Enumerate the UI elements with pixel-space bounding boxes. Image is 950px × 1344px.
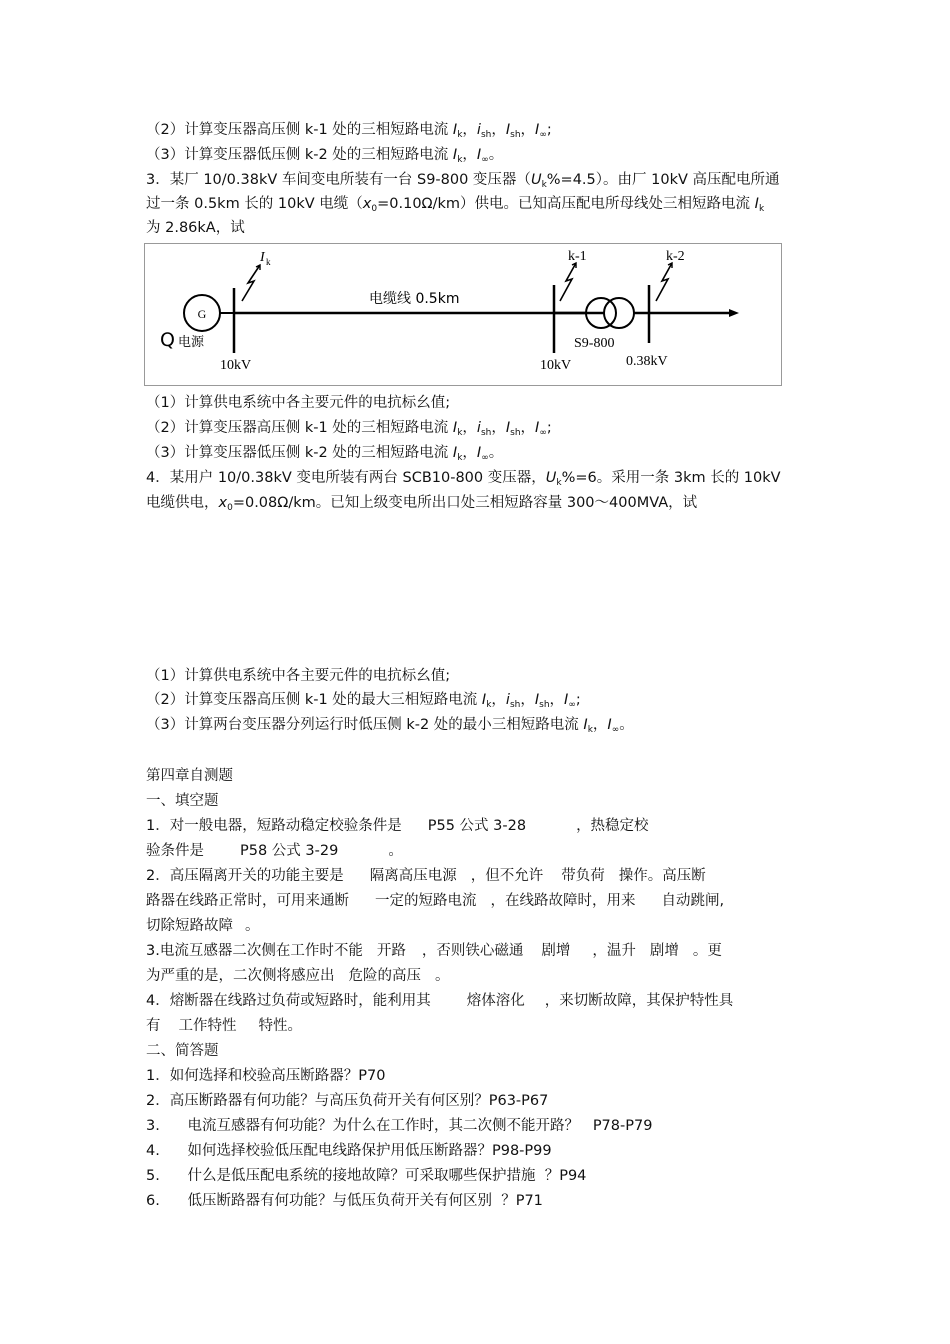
voltage-038kv: 0.38kV (626, 354, 668, 369)
short-answer-4: 4. 如何选择校验低压配电线路保护用低压断路器？P98-P99 (146, 1143, 552, 1159)
fill-4-line-1: 4．熔断器在线路过负荷或短路时，能利用其 熔体溶化 ，来切断故障，其保护特性具 (146, 993, 734, 1009)
fill-1-line-1: 1．对一般电器，短路动稳定校验条件是 P55 公式 3-28 ，热稳定校 (146, 818, 649, 834)
q-label: Q (160, 329, 175, 351)
ik-sub: k (266, 257, 271, 267)
p3-line-2: 过一条 0.5km 长的 10kV 电缆$(x_0=0.10\Omega/km)$供电。已知高压配电所母线处三相短路电流 $I_k$ (146, 196, 765, 214)
transformer-label: S9-800 (574, 336, 615, 351)
p3b-question-1: （1）计算供电系统中各主要元件的电抗标幺值; (146, 395, 451, 411)
fill-2-line-1: 2．高压隔离开关的功能主要是 隔离高压电源 ，但不允许 带负荷 操作。高压断 (146, 868, 706, 884)
k1-label: k-1 (568, 249, 587, 264)
voltage-10kv-left: 10kV (220, 358, 252, 373)
p4-title: 4．某用户 10/0.38kV 变电所装有两台 SCB10-800 变压器，$U_k\%=6$。采用一条 3km 长的 10kV (146, 470, 781, 488)
section-short-answer: 二、简答题 (146, 1043, 219, 1059)
p4-question-3: （3）计算两台变压器分列运行时低压侧 k-2 处的最小三相短路电流 $I_k$，$I_\infty$。 (146, 717, 634, 735)
p3b-question-2: （2）计算变压器高压侧 k-1 处的三相短路电流 $I_k$，$i_{sh}$，$I_{sh}$，$I_\infty$; (146, 420, 552, 438)
p3-line-3: 为 2.86kA，试 (146, 220, 245, 236)
p4-question-1: （1）计算供电系统中各主要元件的电抗标幺值; (146, 668, 451, 684)
voltage-10kv-right: 10kV (540, 358, 572, 373)
p3-question-3: （3）计算变压器低压侧 k-2 处的三相短路电流 $I_k$，$I_\infty$。 (146, 147, 504, 165)
fill-2-line-3: 切除短路故障 。 (146, 918, 260, 934)
cable-label: 电缆线 0.5km (369, 291, 460, 307)
p3-title: 3．某厂 10/0.38kV 车间变电所装有一台 S9-800 变压器$(U_k\%=4.5)$。由厂 10kV 高压配电所通 (146, 172, 780, 190)
short-answer-1: 1．如何选择和校验高压断路器？P70 (146, 1068, 386, 1084)
short-answer-6: 6. 低压断路器有何功能？与低压负荷开关有何区别 ？P71 (146, 1193, 543, 1209)
source-label: 电源 (178, 335, 205, 350)
section-fill-blank: 一、填空题 (146, 793, 219, 809)
fill-2-line-2: 路器在线路正常时，可用来通断 一定的短路电流 ，在线路故障时，用来 自动跳闸, (146, 893, 725, 909)
short-answer-2: 2．高压断路器有何功能？与高压负荷开关有何区别？P63-P67 (146, 1093, 549, 1109)
fill-4-line-2: 有 工作特性 特性。 (146, 1018, 302, 1034)
fill-3-line-1: 3.电流互感器二次侧在工作时不能 开路 ，否则铁心磁通 剧增 ，温升 剧增 。更 (146, 943, 722, 959)
k2-label: k-2 (666, 249, 685, 264)
p4-line-2: 电缆供电，$x_0=0.08\Omega/km$。已知上级变电所出口处三相短路容量 300～400MVA，试 (146, 495, 698, 513)
generator-label: G (197, 307, 207, 321)
short-answer-5: 5. 什么是低压配电系统的接地故障？可采取哪些保护措施 ？P94 (146, 1168, 587, 1184)
chapter-title: 第四章自测题 (146, 768, 233, 784)
fill-1-line-2: 验条件是 P58 公式 3-29 。 (146, 843, 403, 859)
fill-3-line-2: 为严重的是，二次侧将感应出 危险的高压 。 (146, 968, 450, 984)
p4-question-2: （2）计算变压器高压侧 k-1 处的最大三相短路电流 $I_k$，$i_{sh}$，$I_{sh}$，$I_\infty$; (146, 692, 581, 710)
short-answer-3: 3. 电流互感器有何功能？为什么在工作时，其二次侧不能开路？ P78-P79 (146, 1118, 653, 1134)
p3b-question-3: （3）计算变压器低压侧 k-2 处的三相短路电流 $I_k$，$I_\infty$。 (146, 445, 504, 463)
circuit-diagram (144, 243, 782, 386)
p3-question-2: （2）计算变压器高压侧 k-1 处的三相短路电流 $I_k$，$i_{sh}$，$I_{sh}$，$I_\infty$; (146, 122, 552, 140)
ik-label: I (260, 250, 265, 265)
